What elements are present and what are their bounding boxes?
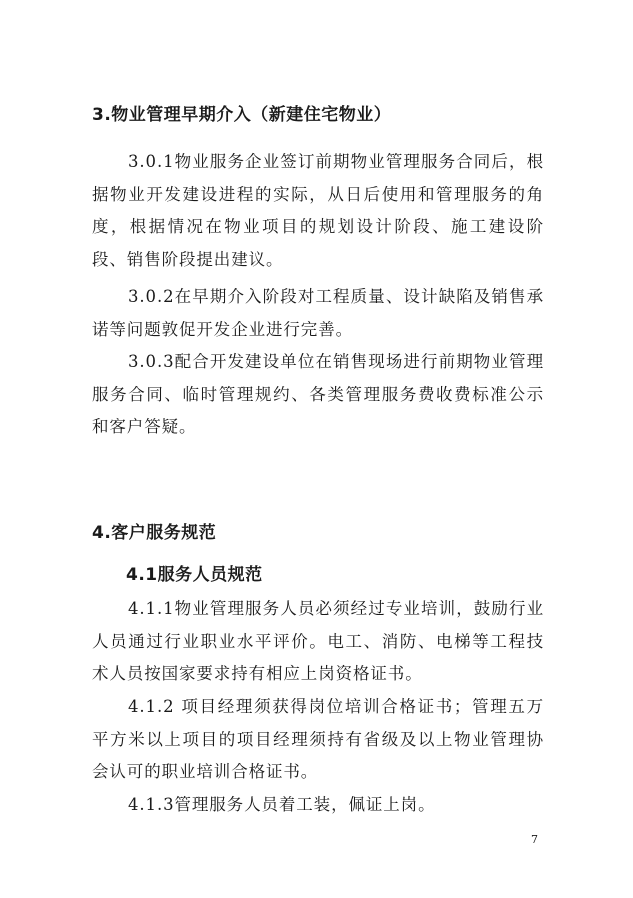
section-4-1-subheading: 4.1服务人员规范 (126, 565, 263, 585)
paragraph-4-1-1: 4.1.1物业管理服务人员必须经过专业培训，鼓励行业人员通过行业职业水平评价。电工、消防、电梯等工程技术人员按国家要求持有相应上岗资格证书。 (92, 599, 544, 683)
paragraph-4-1-2: 4.1.2 项目经理须获得岗位培训合格证书；管理五万平方米以上项目的项目经理须持有省级及以上物业管理协会认可的职业培训合格证书。 (92, 697, 544, 781)
section-3-heading: 3.物业管理早期介入（新建住宅物业） (92, 105, 392, 125)
paragraph-3-0-3: 3.0.3配合开发建设单位在销售现场进行前期物业管理服务合同、临时管理规约、各类管理服务费收费标准公示和客户答疑。 (92, 352, 544, 436)
paragraph-4-1-3: 4.1.3管理服务人员着工装，佩证上岗。 (128, 795, 436, 814)
section-4-heading: 4.客户服务规范 (92, 523, 217, 543)
paragraph-3-0-2: 3.0.2在早期介入阶段对工程质量、设计缺陷及销售承诺等问题敦促开发企业进行完善。 (92, 287, 544, 339)
paragraph-3-0-1: 3.0.1物业服务企业签订前期物业管理服务合同后，根据物业开发建设进程的实际，从日后使用和管理服务的角度，根据情况在物业项目的规划设计阶段、施工建设阶段、销售阶段提出建议。 (92, 152, 544, 269)
page-number: 7 (531, 833, 538, 846)
